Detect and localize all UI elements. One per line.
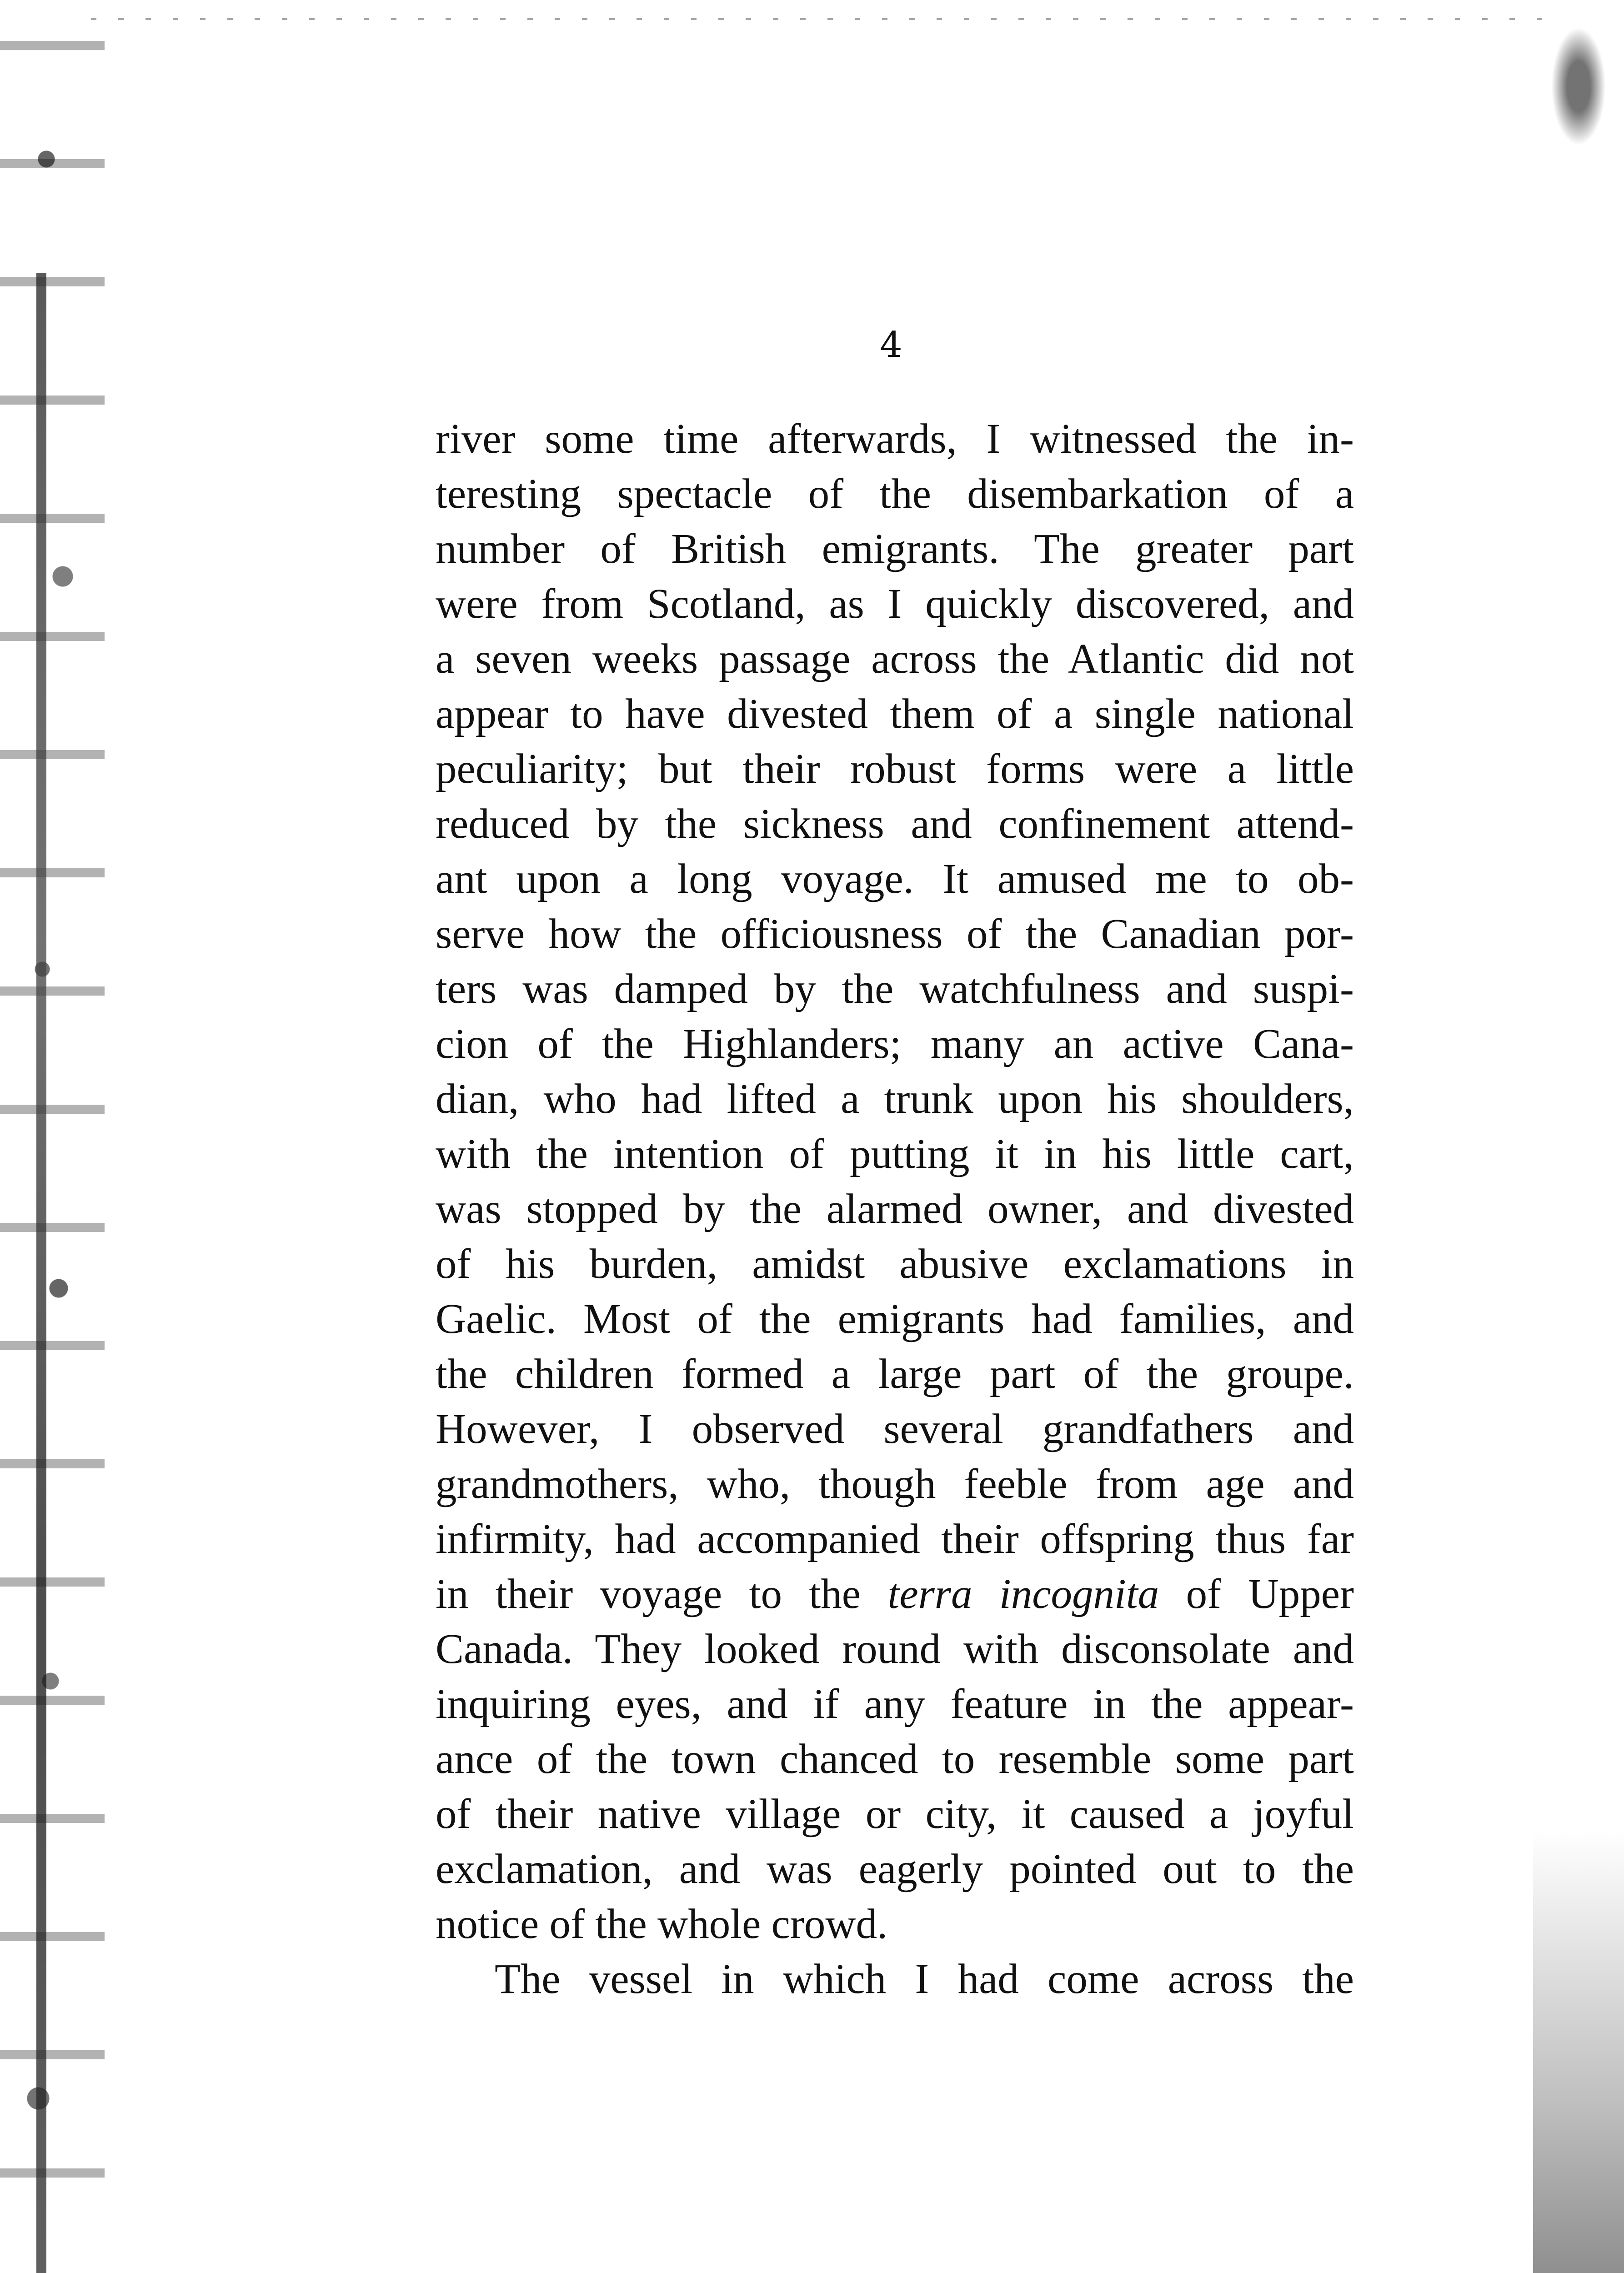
text-line: exclamation, and was eagerly pointed out to the (436, 1846, 1354, 1892)
text-line: inquiring eyes, and if any feature in the appear- (436, 1681, 1354, 1727)
text-line: ters was damped by the watchfulness and suspi- (436, 966, 1354, 1012)
text-line: Gaelic. Most of the emigrants had families, and (436, 1296, 1354, 1342)
text-line: of their native village or city, it caused a joyful (436, 1791, 1354, 1837)
text-line: ance of the town chanced to resemble some part (436, 1736, 1354, 1782)
text-line: appear to have divested them of a single national (436, 691, 1354, 737)
text-line: ant upon a long voyage. It amused me to ob- (436, 856, 1354, 902)
text-line-paragraph-end: notice of the whole crowd. (436, 1901, 888, 1948)
scan-edge-right (1533, 1829, 1624, 2273)
text-line: infirmity, had accompanied their offspring thus far (436, 1516, 1354, 1562)
body-text (436, 411, 1354, 2007)
text-line: were from Scotland, as I quickly discovered, and (436, 581, 1354, 627)
text-line: teresting spectacle of the disembarkation of a (436, 471, 1354, 517)
italic-phrase: terra incognita (887, 1571, 1159, 1617)
text-line: serve how the officiousness of the Canadian por- (436, 911, 1354, 957)
text-line-with-italic (436, 1567, 1354, 1622)
text-fragment: in their voyage to the (436, 1571, 888, 1617)
text-line: However, I observed several grandfathers and (436, 1406, 1354, 1452)
scan-binding-edge (36, 273, 46, 2273)
text-line: grandmothers, who, though feeble from age and (436, 1461, 1354, 1507)
text-line: river some time afterwards, I witnessed the in- (436, 416, 1354, 462)
text-line: Canada. They looked round with disconsolate and (436, 1626, 1354, 1672)
text-line: a seven weeks passage across the Atlantic did not (436, 636, 1354, 682)
scan-edge-right-top (1551, 27, 1606, 145)
text-line: cion of the Highlanders; many an active Cana- (436, 1021, 1354, 1067)
scan-edge-top (91, 18, 1546, 20)
text-line: number of British emigrants. The greater part (436, 526, 1354, 572)
text-line: dian, who had lifted a trunk upon his shoulders, (436, 1076, 1354, 1122)
text-line: the children formed a large part of the groupe. (436, 1351, 1354, 1397)
text-line-paragraph-start: The vessel in which I had come across the (495, 1956, 1354, 2003)
text-fragment: of Upper (1159, 1571, 1354, 1617)
text-line: of his burden, amidst abusive exclamations in (436, 1241, 1354, 1287)
text-line: reduced by the sickness and confinement attend- (436, 801, 1354, 847)
page-number: 4 (880, 325, 902, 365)
scan-gutter-marks (14, 36, 95, 2273)
text-line: was stopped by the alarmed owner, and divested (436, 1186, 1354, 1232)
text-line: peculiarity; but their robust forms were a little (436, 746, 1354, 792)
text-line: with the intention of putting it in his little cart, (436, 1131, 1354, 1177)
